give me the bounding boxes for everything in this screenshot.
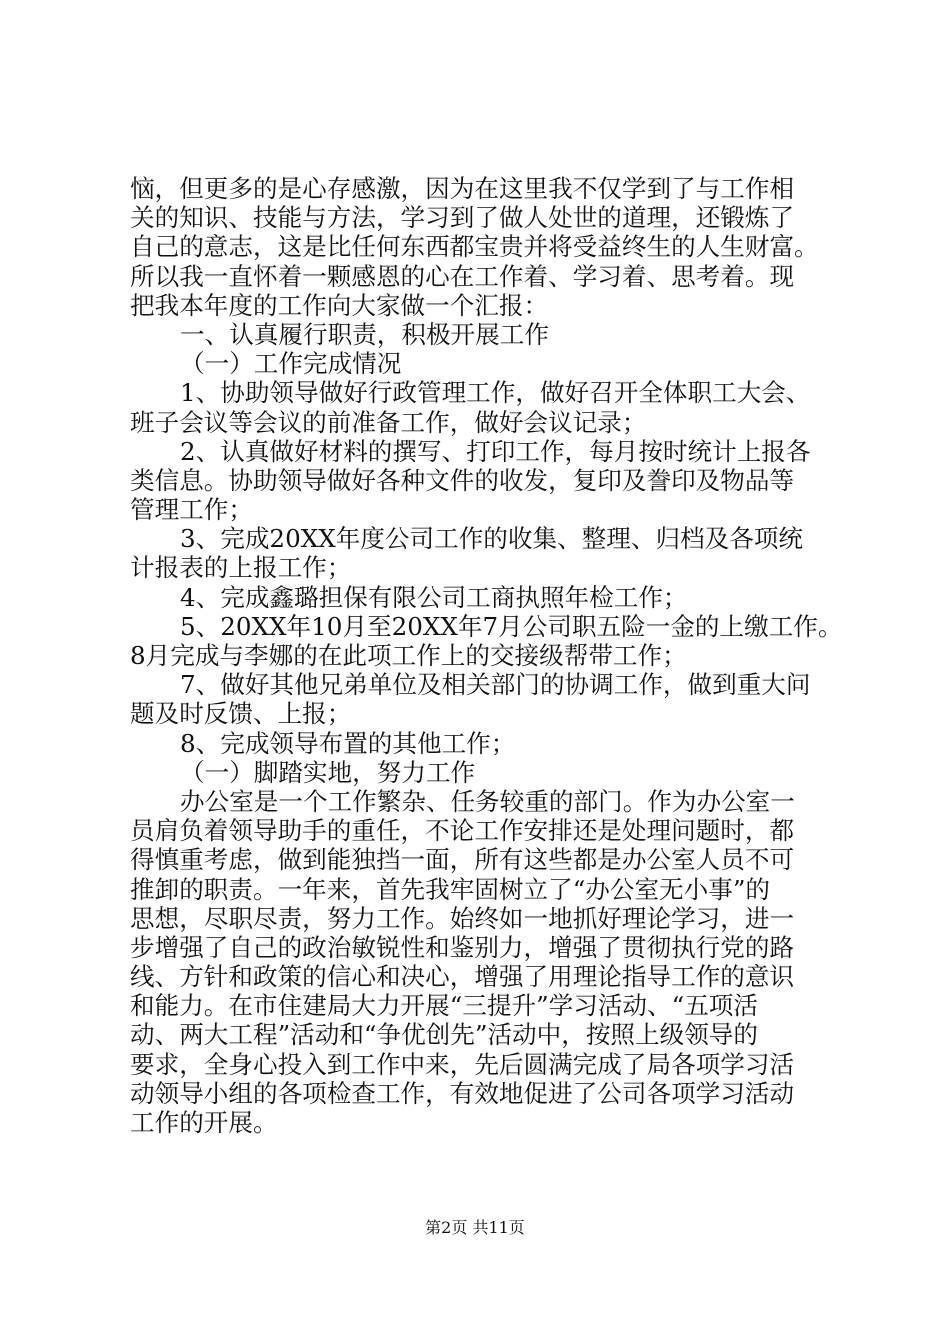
text-line: 班子会议等会议的前准备工作，做好会议记录；: [130, 407, 647, 437]
text-line: 和能力。在市住建局大力开展“三提升”学习活动、“五项活: [130, 991, 758, 1021]
text-line: 题及时反馈、上报；: [130, 699, 352, 729]
text-line: 所以我一直怀着一颗感恩的心在工作着、学习着、思考着。现: [130, 261, 795, 291]
text-line: 7、做好其他兄弟单位及相关部门的协调工作，做到重大问: [180, 670, 811, 700]
text-line: 推卸的职责。一年来，首先我牢固树立了“办公室无小事”的: [130, 874, 770, 904]
text-line: 关的知识、技能与方法，学习到了做人处世的道理，还锻炼了: [130, 203, 795, 233]
text-line: 4、完成鑫璐担保有限公司工商执照年检工作；: [180, 582, 688, 612]
text-line: 线、方针和政策的信心和决心，增强了用理论指导工作的意识: [130, 962, 795, 992]
text-line: 类信息。协助领导做好各种文件的收发，复印及誊印及物品等: [130, 465, 795, 495]
page-footer: 第2页 共11页: [425, 1218, 525, 1237]
text-line: 工作的开展。: [130, 1108, 278, 1137]
text-line: （一）工作完成情况: [180, 349, 402, 379]
text-line: 3、完成20XX年度公司工作的收集、整理、归档及各项统: [180, 524, 804, 554]
text-line: 1、协助领导做好行政管理工作，做好召开全体职工大会、: [180, 378, 811, 408]
text-line: 一、认真履行职责，积极开展工作: [180, 319, 549, 349]
text-line: 办公室是一个工作繁杂、任务较重的部门。作为办公室一: [180, 786, 795, 816]
text-line: （一）脚踏实地，努力工作: [180, 757, 476, 787]
text-line: 动领导小组的各项检查工作，有效地促进了公司各项学习活动: [130, 1078, 795, 1108]
text-line: 管理工作；: [130, 495, 253, 525]
text-line: 5、20XX年10月至20XX年7月公司职五险一金的上缴工作。: [180, 611, 843, 641]
text-line: 要求，全身心投入到工作中来，先后圆满完成了局各项学习活: [130, 1049, 795, 1079]
text-line: 恼，但更多的是心存感激，因为在这里我不仅学到了与工作相: [130, 174, 795, 203]
text-line: 计报表的上报工作；: [130, 553, 352, 583]
text-line: 得慎重考虑，做到能独挡一面，所有这些都是办公室人员不可: [130, 845, 795, 875]
text-line: 员肩负着领导助手的重任，不论工作安排还是处理问题时，都: [130, 816, 795, 846]
text-line: 8月完成与李娜的在此项工作上的交接级帮带工作；: [130, 641, 687, 670]
text-line: 思想，尽职尽责，努力工作。始终如一地抓好理论学习，进一: [130, 903, 795, 933]
text-line: 把我本年度的工作向大家做一个汇报：: [130, 290, 549, 320]
text-line: 2、认真做好材料的撰写、打印工作，每月按时统计上报各: [180, 436, 811, 466]
text-line: 动、两大工程”活动和“争优创先”活动中，按照上级领导的: [130, 1020, 758, 1050]
text-line: 步增强了自己的政治敏锐性和鉴别力，增强了贯彻执行党的路: [130, 932, 795, 962]
text-line: 8、完成领导布置的其他工作；: [180, 728, 516, 758]
text-line: 自己的意志，这是比任何东西都宝贵并将受益终生的人生财富。: [130, 232, 819, 262]
document-body: [130, 174, 850, 1137]
